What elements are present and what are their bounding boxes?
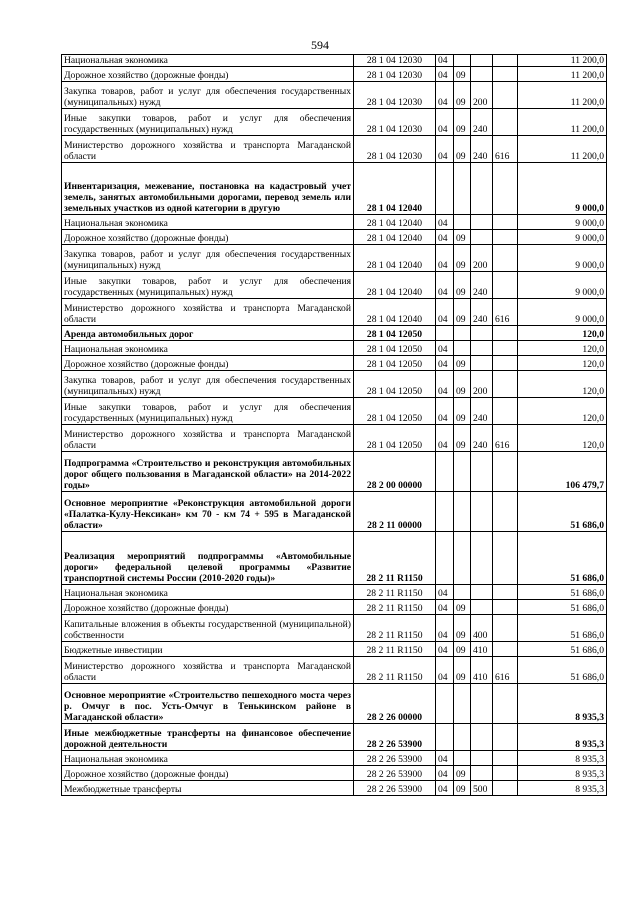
- expense-type-code: [471, 67, 493, 82]
- table-row: [62, 781, 607, 796]
- table-row: [62, 724, 607, 751]
- row-name: Иные закупки товаров, работ и услуг для обеспечения государственных (муниципальных) нужд: [62, 398, 354, 425]
- target-code: 28 1 04 12030: [354, 67, 436, 82]
- target-code: 28 2 26 53900: [354, 766, 436, 781]
- section-code: 04: [436, 642, 454, 657]
- row-name: Министерство дорожного хозяйства и транспорта Магаданской области: [62, 425, 354, 452]
- amount: 51 686,0: [518, 657, 607, 684]
- expense-type-code: [471, 326, 493, 341]
- table-row: [62, 532, 607, 585]
- target-code: 28 1 04 12040: [354, 215, 436, 230]
- section-code: 04: [436, 585, 454, 600]
- amount: 51 686,0: [518, 585, 607, 600]
- expense-type-code: 200: [471, 82, 493, 109]
- amount: 11 200,0: [518, 55, 607, 67]
- table-row: [62, 585, 607, 600]
- administrator-code: [493, 82, 518, 109]
- table-row: [62, 492, 607, 532]
- section-code: 04: [436, 82, 454, 109]
- table-row: [62, 55, 607, 67]
- expense-type-code: [471, 230, 493, 245]
- row-name: Национальная экономика: [62, 55, 354, 67]
- amount: 9 000,0: [518, 272, 607, 299]
- subsection-code: 09: [454, 245, 471, 272]
- target-code: 28 1 04 12040: [354, 163, 436, 215]
- expense-type-code: 240: [471, 136, 493, 163]
- expense-type-code: [471, 600, 493, 615]
- target-code: 28 2 11 R1150: [354, 600, 436, 615]
- row-name: Инвентаризация, межевание, постановка на кадастровый учет земель, занятых автомобильными дорогами, перевод земель или земельных участков из одной категории в другую: [62, 163, 354, 215]
- target-code: 28 1 04 12050: [354, 341, 436, 356]
- row-name: Национальная экономика: [62, 585, 354, 600]
- subsection-code: 09: [454, 425, 471, 452]
- table-row: [62, 766, 607, 781]
- target-code: 28 1 04 12050: [354, 326, 436, 341]
- expense-type-code: 500: [471, 781, 493, 796]
- amount: 9 000,0: [518, 299, 607, 326]
- administrator-code: [493, 326, 518, 341]
- expense-type-code: [471, 452, 493, 492]
- table-row: [62, 371, 607, 398]
- subsection-code: 09: [454, 230, 471, 245]
- table-row: [62, 272, 607, 299]
- row-name: Национальная экономика: [62, 341, 354, 356]
- row-name: Закупка товаров, работ и услуг для обеспечения государственных (муниципальных) нужд: [62, 245, 354, 272]
- section-code: [436, 326, 454, 341]
- administrator-code: [493, 341, 518, 356]
- expense-type-code: [471, 766, 493, 781]
- target-code: 28 2 26 53900: [354, 781, 436, 796]
- section-code: 04: [436, 371, 454, 398]
- row-name: Министерство дорожного хозяйства и транспорта Магаданской области: [62, 136, 354, 163]
- table-body: [62, 55, 607, 796]
- section-code: 04: [436, 245, 454, 272]
- expense-type-code: 240: [471, 272, 493, 299]
- amount: 120,0: [518, 326, 607, 341]
- row-name: Основное мероприятие «Реконструкция автомобильной дороги «Палатка-Кулу-Нексикан» км 70 - км 74 + 595 в Магаданской области»: [62, 492, 354, 532]
- subsection-code: 09: [454, 67, 471, 82]
- amount: 11 200,0: [518, 82, 607, 109]
- target-code: 28 1 04 12030: [354, 82, 436, 109]
- amount: 120,0: [518, 371, 607, 398]
- subsection-code: 09: [454, 371, 471, 398]
- section-code: 04: [436, 55, 454, 67]
- row-name: Иные закупки товаров, работ и услуг для обеспечения государственных (муниципальных) нужд: [62, 272, 354, 299]
- amount: 9 000,0: [518, 245, 607, 272]
- subsection-code: 09: [454, 642, 471, 657]
- amount: 9 000,0: [518, 230, 607, 245]
- section-code: [436, 724, 454, 751]
- target-code: 28 1 04 12050: [354, 356, 436, 371]
- section-code: 04: [436, 299, 454, 326]
- expense-type-code: 240: [471, 398, 493, 425]
- administrator-code: [493, 272, 518, 299]
- amount: 51 686,0: [518, 615, 607, 642]
- administrator-code: [493, 109, 518, 136]
- table-row: [62, 245, 607, 272]
- expense-type-code: [471, 341, 493, 356]
- expense-type-code: [471, 684, 493, 724]
- administrator-code: [493, 615, 518, 642]
- target-code: 28 2 11 R1150: [354, 532, 436, 585]
- table-row: [62, 425, 607, 452]
- amount: 51 686,0: [518, 532, 607, 585]
- subsection-code: 09: [454, 766, 471, 781]
- table-row: [62, 615, 607, 642]
- administrator-code: [493, 751, 518, 766]
- subsection-code: 09: [454, 615, 471, 642]
- row-name: Бюджетные инвестиции: [62, 642, 354, 657]
- expense-type-code: [471, 724, 493, 751]
- subsection-code: [454, 341, 471, 356]
- page-number: 594: [311, 38, 329, 52]
- subsection-code: [454, 724, 471, 751]
- target-code: 28 1 04 12040: [354, 272, 436, 299]
- table-row: [62, 657, 607, 684]
- expense-type-code: 200: [471, 245, 493, 272]
- expense-type-code: [471, 532, 493, 585]
- expense-type-code: 400: [471, 615, 493, 642]
- row-name: Реализация мероприятий подпрограммы «Автомобильные дороги» федеральной целевой программы «Развитие транспортной системы России (2010-2020 годы)»: [62, 532, 354, 585]
- row-name: Иные межбюджетные трансферты на финансовое обеспечение дорожной деятельности: [62, 724, 354, 751]
- budget-table: [61, 54, 607, 796]
- row-name: Аренда автомобильных дорог: [62, 326, 354, 341]
- subsection-code: 09: [454, 398, 471, 425]
- row-name: Национальная экономика: [62, 215, 354, 230]
- expense-type-code: [471, 356, 493, 371]
- row-name: Дорожное хозяйство (дорожные фонды): [62, 766, 354, 781]
- target-code: 28 1 04 12050: [354, 425, 436, 452]
- amount: 11 200,0: [518, 67, 607, 82]
- amount: 120,0: [518, 398, 607, 425]
- table-row: [62, 67, 607, 82]
- subsection-code: 09: [454, 781, 471, 796]
- amount: 11 200,0: [518, 109, 607, 136]
- row-name: Межбюджетные трансферты: [62, 781, 354, 796]
- target-code: 28 1 04 12040: [354, 245, 436, 272]
- amount: 51 686,0: [518, 600, 607, 615]
- administrator-code: 616: [493, 425, 518, 452]
- table-row: [62, 642, 607, 657]
- table-row: [62, 230, 607, 245]
- table-row: [62, 326, 607, 341]
- subsection-code: [454, 492, 471, 532]
- section-code: 04: [436, 781, 454, 796]
- subsection-code: 09: [454, 82, 471, 109]
- amount: 8 935,3: [518, 781, 607, 796]
- section-code: [436, 684, 454, 724]
- administrator-code: [493, 55, 518, 67]
- administrator-code: [493, 781, 518, 796]
- administrator-code: [493, 163, 518, 215]
- subsection-code: 09: [454, 299, 471, 326]
- section-code: [436, 532, 454, 585]
- administrator-code: 616: [493, 136, 518, 163]
- administrator-code: [493, 684, 518, 724]
- table-row: [62, 600, 607, 615]
- expense-type-code: 410: [471, 657, 493, 684]
- expense-type-code: [471, 492, 493, 532]
- subsection-code: 09: [454, 657, 471, 684]
- section-code: 04: [436, 67, 454, 82]
- expense-type-code: [471, 55, 493, 67]
- amount: 8 935,3: [518, 724, 607, 751]
- amount: 9 000,0: [518, 215, 607, 230]
- amount: 120,0: [518, 425, 607, 452]
- administrator-code: [493, 642, 518, 657]
- expense-type-code: 240: [471, 299, 493, 326]
- expense-type-code: 240: [471, 425, 493, 452]
- subsection-code: 09: [454, 109, 471, 136]
- subsection-code: [454, 532, 471, 585]
- row-name: Дорожное хозяйство (дорожные фонды): [62, 600, 354, 615]
- table-row: [62, 136, 607, 163]
- section-code: 04: [436, 356, 454, 371]
- expense-type-code: 200: [471, 371, 493, 398]
- amount: 11 200,0: [518, 136, 607, 163]
- section-code: [436, 492, 454, 532]
- subsection-code: 09: [454, 356, 471, 371]
- expense-type-code: [471, 751, 493, 766]
- section-code: 04: [436, 398, 454, 425]
- administrator-code: [493, 766, 518, 781]
- target-code: 28 2 26 00000: [354, 684, 436, 724]
- section-code: 04: [436, 425, 454, 452]
- expense-type-code: 410: [471, 642, 493, 657]
- subsection-code: [454, 452, 471, 492]
- administrator-code: [493, 230, 518, 245]
- administrator-code: 616: [493, 299, 518, 326]
- table-row: [62, 398, 607, 425]
- row-name: Министерство дорожного хозяйства и транспорта Магаданской области: [62, 657, 354, 684]
- section-code: 04: [436, 230, 454, 245]
- subsection-code: [454, 215, 471, 230]
- section-code: 04: [436, 272, 454, 299]
- row-name: Национальная экономика: [62, 751, 354, 766]
- amount: 9 000,0: [518, 163, 607, 215]
- administrator-code: [493, 724, 518, 751]
- subsection-code: [454, 326, 471, 341]
- subsection-code: [454, 684, 471, 724]
- section-code: 04: [436, 615, 454, 642]
- row-name: Основное мероприятие «Строительство пешеходного моста через р. Омчуг в пос. Усть-Омчуг в Тенькинском районе в Магаданской области»: [62, 684, 354, 724]
- row-name: Министерство дорожного хозяйства и транспорта Магаданской области: [62, 299, 354, 326]
- administrator-code: [493, 398, 518, 425]
- amount: 8 935,3: [518, 766, 607, 781]
- amount: 8 935,3: [518, 751, 607, 766]
- expense-type-code: 240: [471, 109, 493, 136]
- target-code: 28 2 11 R1150: [354, 615, 436, 642]
- administrator-code: [493, 585, 518, 600]
- expense-type-code: [471, 163, 493, 215]
- amount: 106 479,7: [518, 452, 607, 492]
- section-code: 04: [436, 751, 454, 766]
- target-code: 28 1 04 12030: [354, 136, 436, 163]
- row-name: Подпрограмма «Строительство и реконструкция автомобильных дорог общего пользования в Магаданской области» на 2014-2022 годы»: [62, 452, 354, 492]
- target-code: 28 1 04 12050: [354, 371, 436, 398]
- section-code: 04: [436, 215, 454, 230]
- row-name: Закупка товаров, работ и услуг для обеспечения государственных (муниципальных) нужд: [62, 82, 354, 109]
- administrator-code: [493, 492, 518, 532]
- table-row: [62, 684, 607, 724]
- section-code: 04: [436, 766, 454, 781]
- table-row: [62, 356, 607, 371]
- target-code: 28 1 04 12040: [354, 230, 436, 245]
- expense-type-code: [471, 215, 493, 230]
- target-code: 28 2 11 00000: [354, 492, 436, 532]
- target-code: 28 2 26 53900: [354, 751, 436, 766]
- section-code: 04: [436, 341, 454, 356]
- administrator-code: [493, 67, 518, 82]
- target-code: 28 2 26 53900: [354, 724, 436, 751]
- subsection-code: [454, 585, 471, 600]
- table-row: [62, 341, 607, 356]
- expense-type-code: [471, 585, 493, 600]
- amount: 120,0: [518, 341, 607, 356]
- row-name: Дорожное хозяйство (дорожные фонды): [62, 356, 354, 371]
- administrator-code: [493, 532, 518, 585]
- administrator-code: 616: [493, 657, 518, 684]
- administrator-code: [493, 452, 518, 492]
- subsection-code: [454, 55, 471, 67]
- target-code: 28 2 11 R1150: [354, 657, 436, 684]
- target-code: 28 1 04 12030: [354, 55, 436, 67]
- administrator-code: [493, 356, 518, 371]
- section-code: 04: [436, 600, 454, 615]
- amount: 120,0: [518, 356, 607, 371]
- amount: 51 686,0: [518, 492, 607, 532]
- table-row: [62, 163, 607, 215]
- administrator-code: [493, 215, 518, 230]
- amount: 51 686,0: [518, 642, 607, 657]
- target-code: 28 1 04 12050: [354, 398, 436, 425]
- table-row: [62, 109, 607, 136]
- target-code: 28 2 11 R1150: [354, 585, 436, 600]
- row-name: Дорожное хозяйство (дорожные фонды): [62, 230, 354, 245]
- table-row: [62, 299, 607, 326]
- subsection-code: 09: [454, 272, 471, 299]
- section-code: [436, 452, 454, 492]
- table-row: [62, 82, 607, 109]
- amount: 8 935,3: [518, 684, 607, 724]
- subsection-code: 09: [454, 600, 471, 615]
- section-code: 04: [436, 657, 454, 684]
- target-code: 28 2 11 R1150: [354, 642, 436, 657]
- table-row: [62, 751, 607, 766]
- target-code: 28 1 04 12030: [354, 109, 436, 136]
- section-code: 04: [436, 136, 454, 163]
- subsection-code: [454, 163, 471, 215]
- administrator-code: [493, 371, 518, 398]
- table-row: [62, 215, 607, 230]
- administrator-code: [493, 600, 518, 615]
- section-code: 04: [436, 109, 454, 136]
- row-name: Иные закупки товаров, работ и услуг для обеспечения государственных (муниципальных) нужд: [62, 109, 354, 136]
- row-name: Дорожное хозяйство (дорожные фонды): [62, 67, 354, 82]
- subsection-code: 09: [454, 136, 471, 163]
- row-name: Закупка товаров, работ и услуг для обеспечения государственных (муниципальных) нужд: [62, 371, 354, 398]
- target-code: 28 1 04 12040: [354, 299, 436, 326]
- target-code: 28 2 00 00000: [354, 452, 436, 492]
- row-name: Капитальные вложения в объекты государственной (муниципальной) собственности: [62, 615, 354, 642]
- section-code: [436, 163, 454, 215]
- administrator-code: [493, 245, 518, 272]
- table-row: [62, 452, 607, 492]
- subsection-code: [454, 751, 471, 766]
